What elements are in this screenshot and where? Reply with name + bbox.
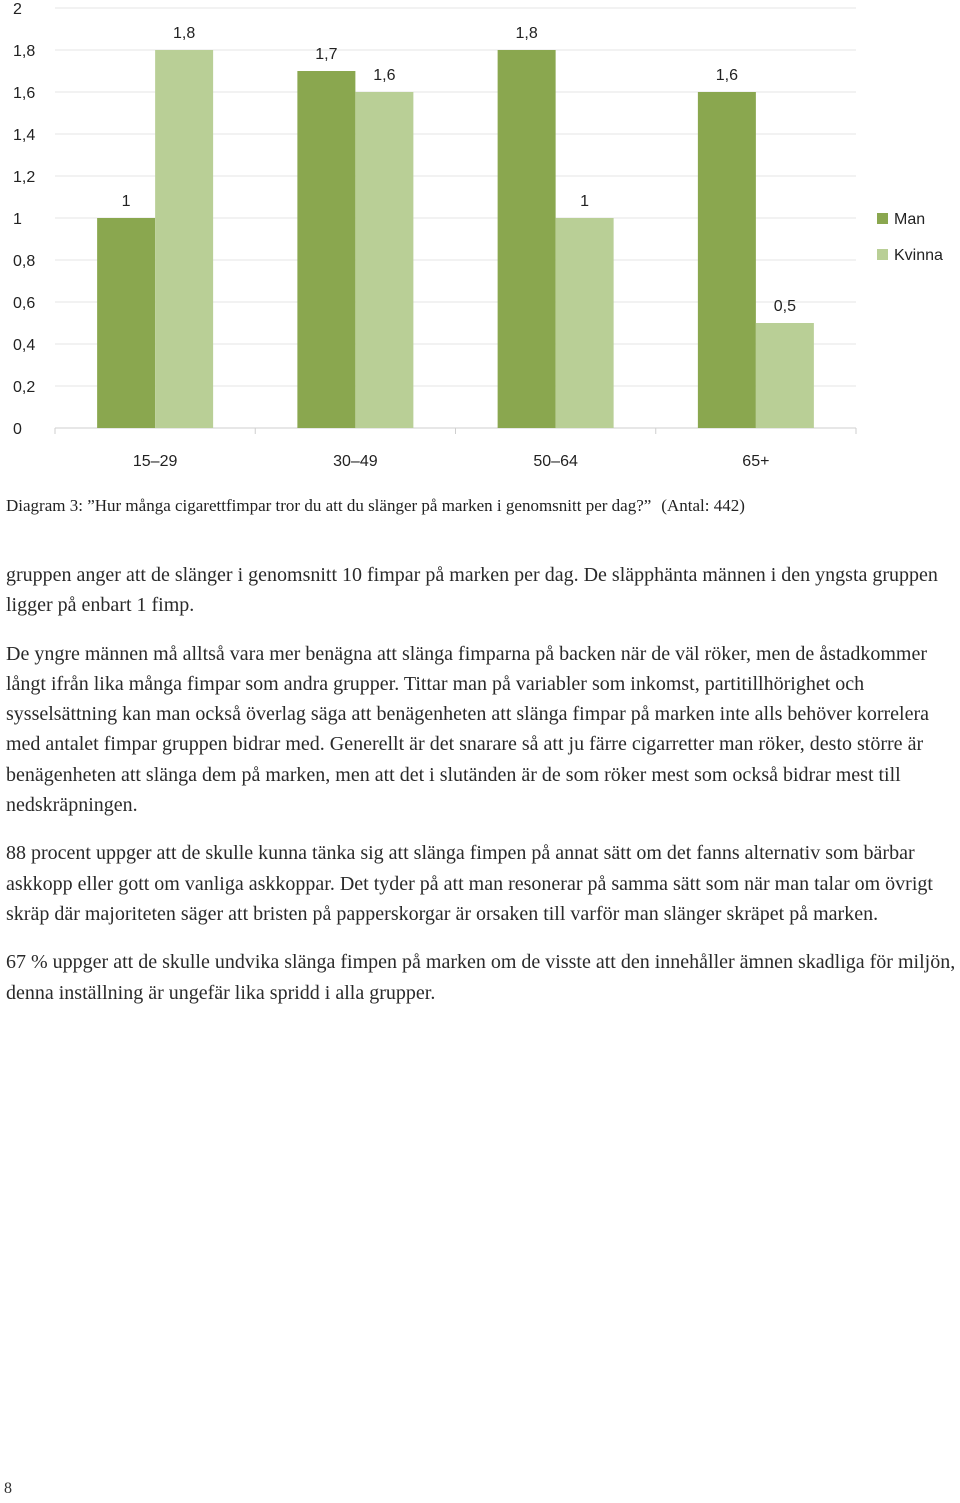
x-tick-label: 15–29 (132, 453, 178, 470)
x-tick-label: 30–49 (333, 453, 378, 470)
chart-caption (6, 494, 956, 518)
data-label: 1,8 (173, 25, 196, 42)
paragraph-3: 88 procent uppger att de skulle kunna tänka sig att slänga fimpen på annat sätt om det fanns alternativ som bärbar askkopp eller gott om vanliga askkoppar. Det tyder på att man resonerar på samma sätt som när man talar om övrigt skräp där majoriteten säger att bristen på papperskorgar är orsaken till varför man slänger skräpet på marken. (6, 842, 933, 925)
data-label: 1,8 (515, 25, 538, 42)
page-number: 8 (4, 1480, 12, 1497)
caption-question: Diagram 3: ”Hur många cigarettfimpar tror du att du slänger på marken i genomsnitt per dag?” (6, 496, 652, 515)
bar (698, 92, 756, 428)
legend-label: Kvinna (894, 247, 943, 264)
caption-count: (Antal: 442) (661, 496, 745, 515)
y-tick-label: 0 (13, 421, 22, 438)
y-tick-label: 0,6 (13, 295, 36, 312)
bar (297, 71, 355, 428)
paragraph-2: De yngre männen må alltså vara mer benägna att slänga fimparna på backen när de väl röker, men de åstadkommer långt ifrån lika många fimpar som andra grupper. Tittar man på variabler som inkomst, partitillhörighet och sysselsättning kan man också överlag säga att benägenheten att slänga fimpar på marken inte alls behöver korrelera med antalet fimpar gruppen bidrar med. Generellt är det snarare så att ju färre cigarretter man röker, desto större är benägenheten att slänga dem på marken, men att det i slutänden är de som röker mest som också bidrar mest till nedskräpningen. (6, 642, 929, 817)
bar (756, 323, 814, 428)
bar (498, 50, 556, 428)
y-tick-label: 1,4 (13, 127, 36, 144)
data-label: 1 (121, 193, 131, 210)
legend-label: Man (894, 211, 926, 228)
data-label: 1,7 (315, 46, 338, 63)
y-tick-label: 0,4 (13, 337, 36, 354)
body-text (6, 560, 958, 1026)
y-tick-label: 1,2 (13, 169, 36, 186)
y-tick-label: 0,2 (13, 379, 36, 396)
legend-swatch (877, 213, 888, 224)
paragraph-1: gruppen anger att de slänger i genomsnitt 10 fimpar på marken per dag. De släpphänta männen i den yngsta gruppen ligger på enbart 1 fimp. (6, 564, 938, 617)
y-tick-label: 1 (13, 211, 22, 228)
bar (355, 92, 413, 428)
y-tick-label: 2 (13, 1, 22, 18)
legend-swatch (877, 249, 888, 260)
bar-chart (0, 0, 960, 480)
bar (97, 218, 155, 428)
data-label: 1 (580, 193, 590, 210)
y-tick-label: 1,8 (13, 43, 36, 60)
x-tick-label: 50–64 (533, 453, 578, 470)
paragraph-4: 67 % uppger att de skulle undvika slänga fimpen på marken om de visste att den innehåller ämnen skadliga för miljön, denna inställning är ungefär lika spridd i alla grupper. (6, 951, 956, 1004)
chart-svg (0, 0, 960, 480)
data-label: 1,6 (373, 67, 396, 84)
bar (556, 218, 614, 428)
x-tick-label: 65+ (742, 453, 770, 470)
data-label: 0,5 (773, 298, 796, 315)
data-label: 1,6 (715, 67, 738, 84)
y-tick-label: 0,8 (13, 253, 36, 270)
y-tick-label: 1,6 (13, 85, 36, 102)
bar (155, 50, 213, 428)
